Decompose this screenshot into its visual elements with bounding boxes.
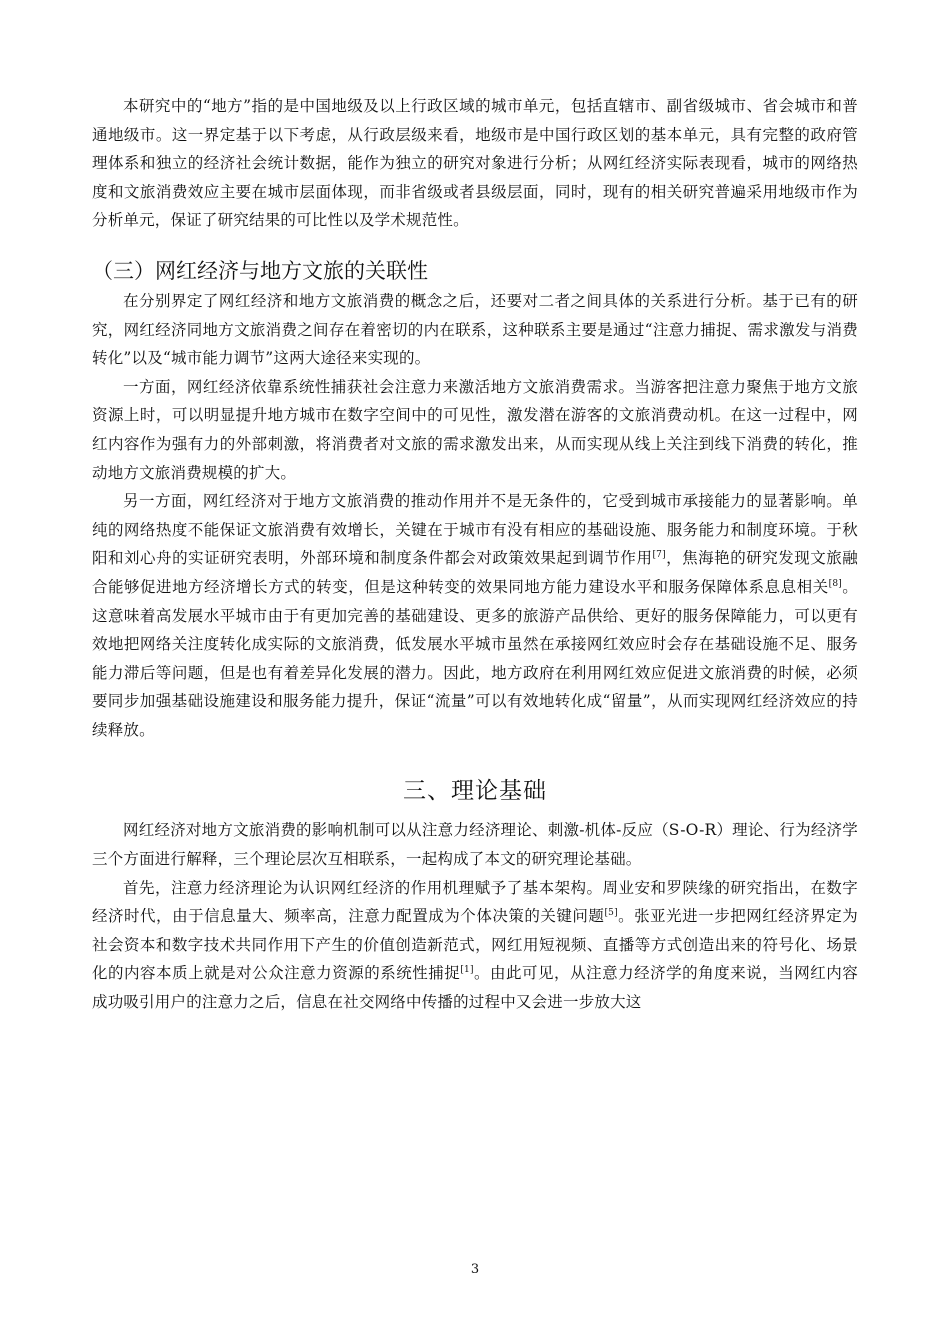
body-paragraph: 在分别界定了网红经济和地方文旅消费的概念之后，还要对二者之间具体的关系进行分析。基于已有的研究，网红经济同地方文旅消费之间存在着密切的内在联系，这种联系主要是通过“注意力捕捉、需求激发与消费转化”以及“城市能力调节”这两大途径来实现的。 bbox=[92, 291, 858, 368]
paragraph-text: 首先，注意力经济理论为认识网红经济的作用机理赋予了基本架构。周业安和罗陕缘的研究指出，在数字经济时代，由于信息量大、频率高，注意力配置成为个体决策的关键问题 bbox=[92, 878, 858, 926]
section-heading: （三）网红经济与地方文旅的关联性 bbox=[92, 258, 428, 283]
body-paragraph bbox=[92, 487, 858, 744]
paragraph-text: ，焦海艳的研究发现文旅融合能够促进地方经济增长方式的转变，但是这种转变的效果同地方能力建设水平和服务保障体系息息相关 bbox=[92, 549, 858, 596]
citation-reference: [8] bbox=[828, 578, 842, 589]
paragraph-text: 另一方面，网红经济对于地方文旅消费的推动作用并不是无条件的，它受到城市承接能力的显著影响。单纯的网络热度不能保证文旅消费有效增长，关键在于城市有没有相应的基础设施、服务能力和制度环境。于秋阳和刘心舟的实证研究表明，外部环境和制度条件都会对政策效果起到调节作用 bbox=[92, 492, 858, 568]
body-paragraph: 一方面，网红经济依靠系统性捕获社会注意力来激活地方文旅消费需求。当游客把注意力聚焦于地方文旅资源上时，可以明显提升地方城市在数字空间中的可见性，激发潜在游客的文旅消费动机。在这一过程中，网红内容作为强有力的外部刺激，将消费者对文旅的需求激发出来，从而实现从线上关注到线下消费的转化，推动地方文旅消费规模的扩大。 bbox=[92, 377, 858, 482]
paragraph-text: 。由此可见，从注意力经济学的角度来说，当网红内容成功吸引用户的注意力之后，信息在社交网络中传播的过程中又会进一步放大这 bbox=[92, 964, 858, 1012]
citation-reference: [5] bbox=[604, 908, 618, 919]
body-paragraph: 本研究中的“地方”指的是中国地级及以上行政区域的城市单元，包括直辖市、副省级城市、省会城市和普通地级市。这一界定基于以下考虑，从行政层级来看，地级市是中国行政区划的基本单元，具有完整的政府管理体系和独立的经济社会统计数据，能作为独立的研究对象进行分析；从网红经济实际表现看，城市的网络热度和文旅消费效应主要在城市层面体现，而非省级或者县级层面，同时，现有的相关研究普遍采用地级市作为分析单元，保证了研究结果的可比性以及学术规范性。 bbox=[92, 97, 858, 230]
citation-reference: [1] bbox=[460, 965, 474, 976]
body-paragraph: 网红经济对地方文旅消费的影响机制可以从注意力经济理论、刺激-机体-反应（S-O-R）理论、行为经济学三个方面进行解释，三个理论层次互相联系，一起构成了本文的研究理论基础。 bbox=[92, 821, 858, 869]
citation-reference: [7] bbox=[652, 550, 666, 561]
chapter-heading: 三、理论基础 bbox=[403, 778, 547, 805]
body-paragraph bbox=[92, 874, 858, 1017]
page-number: 3 bbox=[470, 1262, 480, 1277]
paragraph-text: 。这意味着高发展水平城市由于有更加完善的基础建设、更多的旅游产品供给、更好的服务保障能力，可以更有效地把网络关注度转化成实际的文旅消费，低发展水平城市虽然在承接网红效应时会存在基础设施不足、服务能力滞后等问题，但是也有着差异化发展的潜力。因此，地方政府在利用网红效应促进文旅消费的时候，必须要同步加强基础设施建设和服务能力提升，保证“流量”可以有效地转化成“留量”，从而实现网红经济效应的持续释放。 bbox=[92, 577, 858, 739]
paragraph-text: 。张亚光进一步把网红经济界定为社会资本和数字技术共同作用下产生的价值创造新范式，网红用短视频、直播等方式创造出来的符号化、场景化的内容本质上就是对公众注意力资源的系统性捕捉 bbox=[92, 907, 858, 983]
